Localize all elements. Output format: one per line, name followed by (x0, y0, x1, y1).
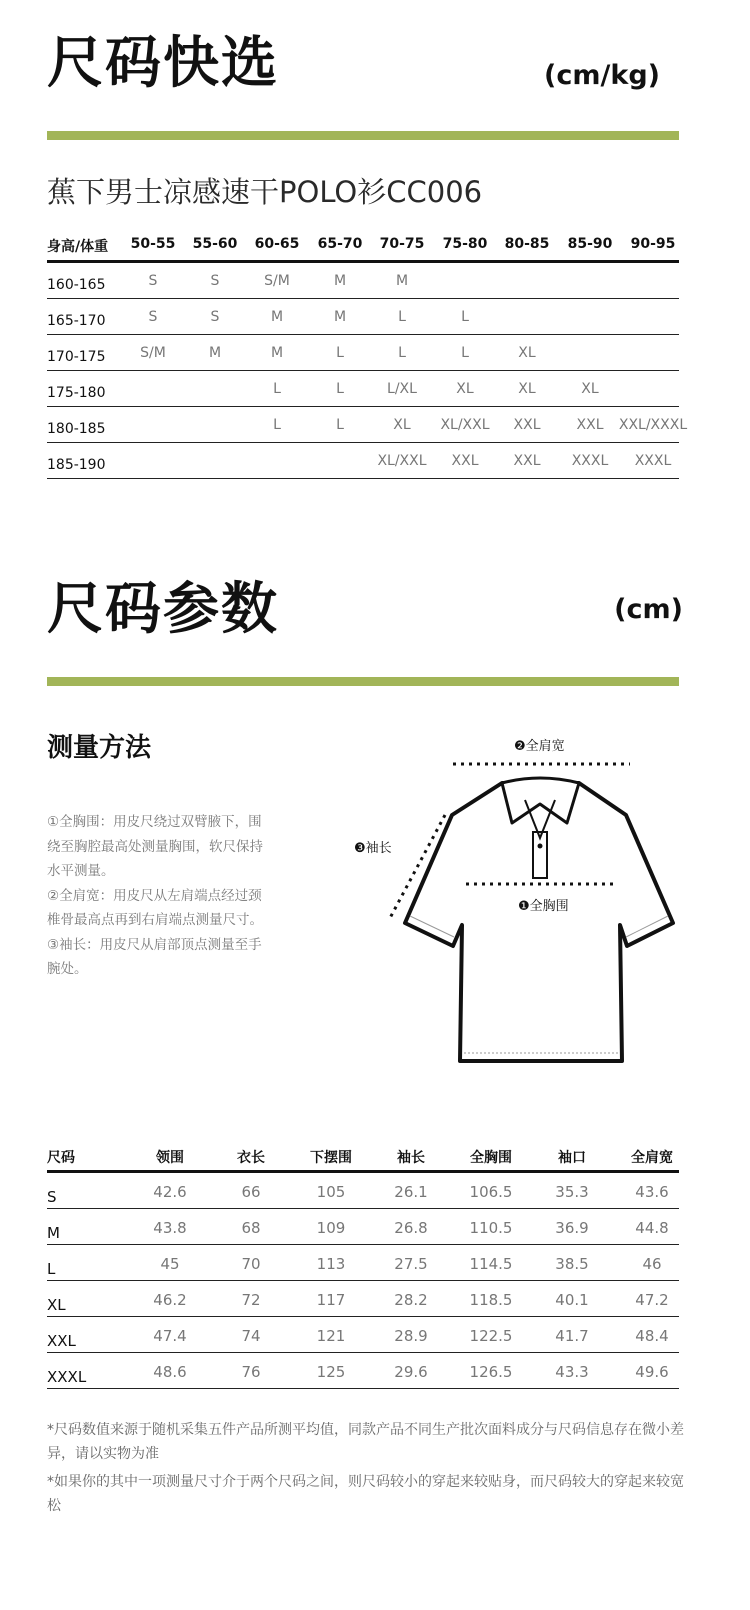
height-cell: 165-170 (47, 313, 106, 329)
measurement-cell: 47.2 (635, 1291, 669, 1309)
size-cell: M (270, 345, 284, 361)
measurement-cell: 114.5 (469, 1255, 513, 1273)
size-cell: M (333, 273, 347, 289)
size-label-cell: M (47, 1224, 60, 1242)
size-label-cell: XXL (47, 1332, 76, 1350)
measurement-cell: 35.3 (555, 1183, 589, 1201)
size-cell: XXL (576, 417, 604, 433)
measurement-cell: 46 (642, 1255, 662, 1273)
height-cell: 180-185 (47, 421, 106, 437)
corner-label: 身高/体重 (47, 239, 109, 255)
size-cell: S/M (140, 345, 166, 361)
measurement-cell: 42.6 (153, 1183, 187, 1201)
size-cell: M (333, 309, 347, 325)
size-cell: L (273, 381, 281, 397)
column-header: 下摆围 (310, 1150, 352, 1166)
measurement-cell: 68 (241, 1219, 261, 1237)
quick-size-table (47, 230, 688, 479)
table-row (47, 1173, 679, 1209)
column-header: 全胸围 (470, 1150, 512, 1166)
size-cell: L (336, 345, 344, 361)
method-line-chest: ①全胸围：用皮尺绕过双臂腋下，围绕至胸腔最高处测量胸围，软尺保持水平测量。 (47, 814, 263, 879)
measurement-cell: 117 (316, 1291, 346, 1309)
size-cell: S (210, 273, 220, 289)
size-cell: L/XL (387, 381, 417, 397)
size-cell: XL/XXL (377, 453, 427, 469)
size-params-table (47, 1140, 679, 1389)
column-header: 衣长 (237, 1150, 265, 1166)
weight-header: 85-90 (567, 236, 613, 252)
sleeve-label: ❸袖长 (354, 841, 392, 856)
size-cell: XL/XXL (440, 417, 490, 433)
weight-header: 60-65 (254, 236, 300, 252)
column-header: 尺码 (47, 1150, 75, 1166)
measurement-cell: 49.6 (635, 1363, 669, 1381)
green-divider-2 (47, 677, 679, 686)
height-cell: 160-165 (47, 277, 106, 293)
table-row (47, 299, 679, 335)
size-cell: XXL (513, 417, 541, 433)
measurement-cell: 29.6 (394, 1363, 428, 1381)
measurement-cell: 106.5 (469, 1183, 513, 1201)
size-label-cell: L (47, 1260, 56, 1278)
measurement-cell: 121 (316, 1327, 346, 1345)
measurement-cell: 47.4 (153, 1327, 187, 1345)
measurement-cell: 105 (316, 1183, 346, 1201)
table-row (47, 1353, 679, 1389)
size-cell: L (398, 309, 406, 325)
size-cell: XL (518, 381, 536, 397)
size-label-cell: XXXL (47, 1368, 87, 1386)
shoulder-label: ❷全肩宽 (514, 739, 565, 754)
size-cell: S (148, 273, 158, 289)
column-header: 领围 (156, 1150, 184, 1166)
weight-header: 90-95 (630, 236, 676, 252)
footnote: *尺码数值来源于随机采集五件产品所测平均值，同款产品不同生产批次面料成分与尺码信息存在微小差异，请以实物为准 (47, 1422, 684, 1462)
measurement-cell: 45 (160, 1255, 180, 1273)
weight-header: 65-70 (317, 236, 363, 252)
method-text (47, 810, 275, 982)
size-cell: XL (456, 381, 474, 397)
weight-header: 80-85 (504, 236, 550, 252)
table-row (47, 263, 679, 299)
measurement-cell: 26.8 (394, 1219, 428, 1237)
product-name: 蕉下男士凉感速干POLO衫CC006 (47, 175, 483, 209)
size-cell: XL (393, 417, 411, 433)
measurement-cell: 41.7 (555, 1327, 589, 1345)
size-cell: XXL (451, 453, 479, 469)
quick-size-unit: (cm/kg) (544, 60, 660, 91)
green-divider-1 (47, 131, 679, 140)
size-cell: XL (518, 345, 536, 361)
measurement-cell: 70 (241, 1255, 261, 1273)
weight-header: 50-55 (130, 236, 176, 252)
table-row (47, 371, 679, 407)
size-cell: XXXL (571, 453, 609, 469)
measurement-cell: 43.3 (555, 1363, 589, 1381)
quick-size-title: 尺码快选 (47, 31, 279, 96)
chest-label: ❶全胸围 (518, 899, 569, 914)
size-cell: S/M (264, 273, 290, 289)
size-cell: XXL (513, 453, 541, 469)
size-cell: L (273, 417, 281, 433)
size-cell: L (336, 381, 344, 397)
height-cell: 170-175 (47, 349, 106, 365)
measurement-cell: 48.6 (153, 1363, 187, 1381)
measurement-cell: 125 (316, 1363, 346, 1381)
weight-header: 70-75 (379, 236, 425, 252)
measurement-cell: 48.4 (635, 1327, 669, 1345)
size-params-unit: (cm) (614, 594, 683, 625)
size-cell: XXXL (634, 453, 672, 469)
size-cell: S (148, 309, 158, 325)
weight-header: 55-60 (192, 236, 238, 252)
height-cell: 185-190 (47, 457, 106, 473)
size-cell: XXL/XXXL (618, 417, 688, 433)
table-row (47, 1317, 679, 1353)
method-line-sleeve: ③袖长：用皮尺从肩部顶点测量至手腕处。 (47, 936, 262, 977)
measurement-cell: 126.5 (469, 1363, 513, 1381)
table-row (47, 1245, 679, 1281)
height-cell: 175-180 (47, 385, 106, 401)
footnote: *如果你的其中一项测量尺寸介于两个尺码之间，则尺码较小的穿起来较贴身，而尺码较大的穿起来较宽松 (47, 1474, 684, 1514)
measurement-cell: 38.5 (555, 1255, 589, 1273)
column-header: 袖长 (397, 1150, 425, 1166)
size-cell: M (395, 273, 409, 289)
measurement-cell: 118.5 (469, 1291, 513, 1309)
size-cell: S (210, 309, 220, 325)
measurement-cell: 36.9 (555, 1219, 589, 1237)
measurement-cell: 28.2 (394, 1291, 428, 1309)
table-row (47, 1281, 679, 1317)
table-row (47, 443, 679, 479)
table-row (47, 407, 688, 443)
size-label-cell: S (47, 1188, 57, 1206)
measurement-cell: 28.9 (394, 1327, 428, 1345)
size-params-header (47, 1140, 679, 1170)
measurement-cell: 113 (316, 1255, 346, 1273)
measurement-cell: 43.6 (635, 1183, 669, 1201)
measurement-cell: 40.1 (555, 1291, 589, 1309)
footnotes (47, 1418, 687, 1518)
size-cell: L (398, 345, 406, 361)
size-cell: XL (581, 381, 599, 397)
table-row (47, 1209, 679, 1245)
measurement-cell: 44.8 (635, 1219, 669, 1237)
method-title: 测量方法 (47, 733, 152, 763)
measurement-cell: 74 (241, 1327, 261, 1345)
measurement-cell: 76 (241, 1363, 261, 1381)
measurement-cell: 122.5 (469, 1327, 513, 1345)
measurement-cell: 66 (241, 1183, 261, 1201)
size-cell: M (270, 309, 284, 325)
table-row (47, 335, 679, 371)
quick-size-header (47, 230, 679, 260)
method-line-shoulder: ②全肩宽：用皮尺从左肩端点经过颈椎骨最高点再到右肩端点测量尺寸。 (47, 887, 263, 928)
measurement-cell: 72 (241, 1291, 261, 1309)
size-cell: L (461, 309, 469, 325)
weight-header: 75-80 (442, 236, 488, 252)
size-cell: L (461, 345, 469, 361)
measurement-cell: 109 (316, 1219, 346, 1237)
size-params-title: 尺码参数 (47, 577, 279, 642)
column-header: 袖口 (558, 1150, 586, 1166)
measurement-cell: 27.5 (394, 1255, 428, 1273)
column-header: 全肩宽 (631, 1150, 673, 1166)
size-label-cell: XL (47, 1296, 66, 1314)
measurement-cell: 26.1 (394, 1183, 428, 1201)
measurement-cell: 46.2 (153, 1291, 187, 1309)
measurement-cell: 43.8 (153, 1219, 187, 1237)
size-cell: M (208, 345, 222, 361)
measurement-cell: 110.5 (469, 1219, 513, 1237)
size-cell: L (336, 417, 344, 433)
